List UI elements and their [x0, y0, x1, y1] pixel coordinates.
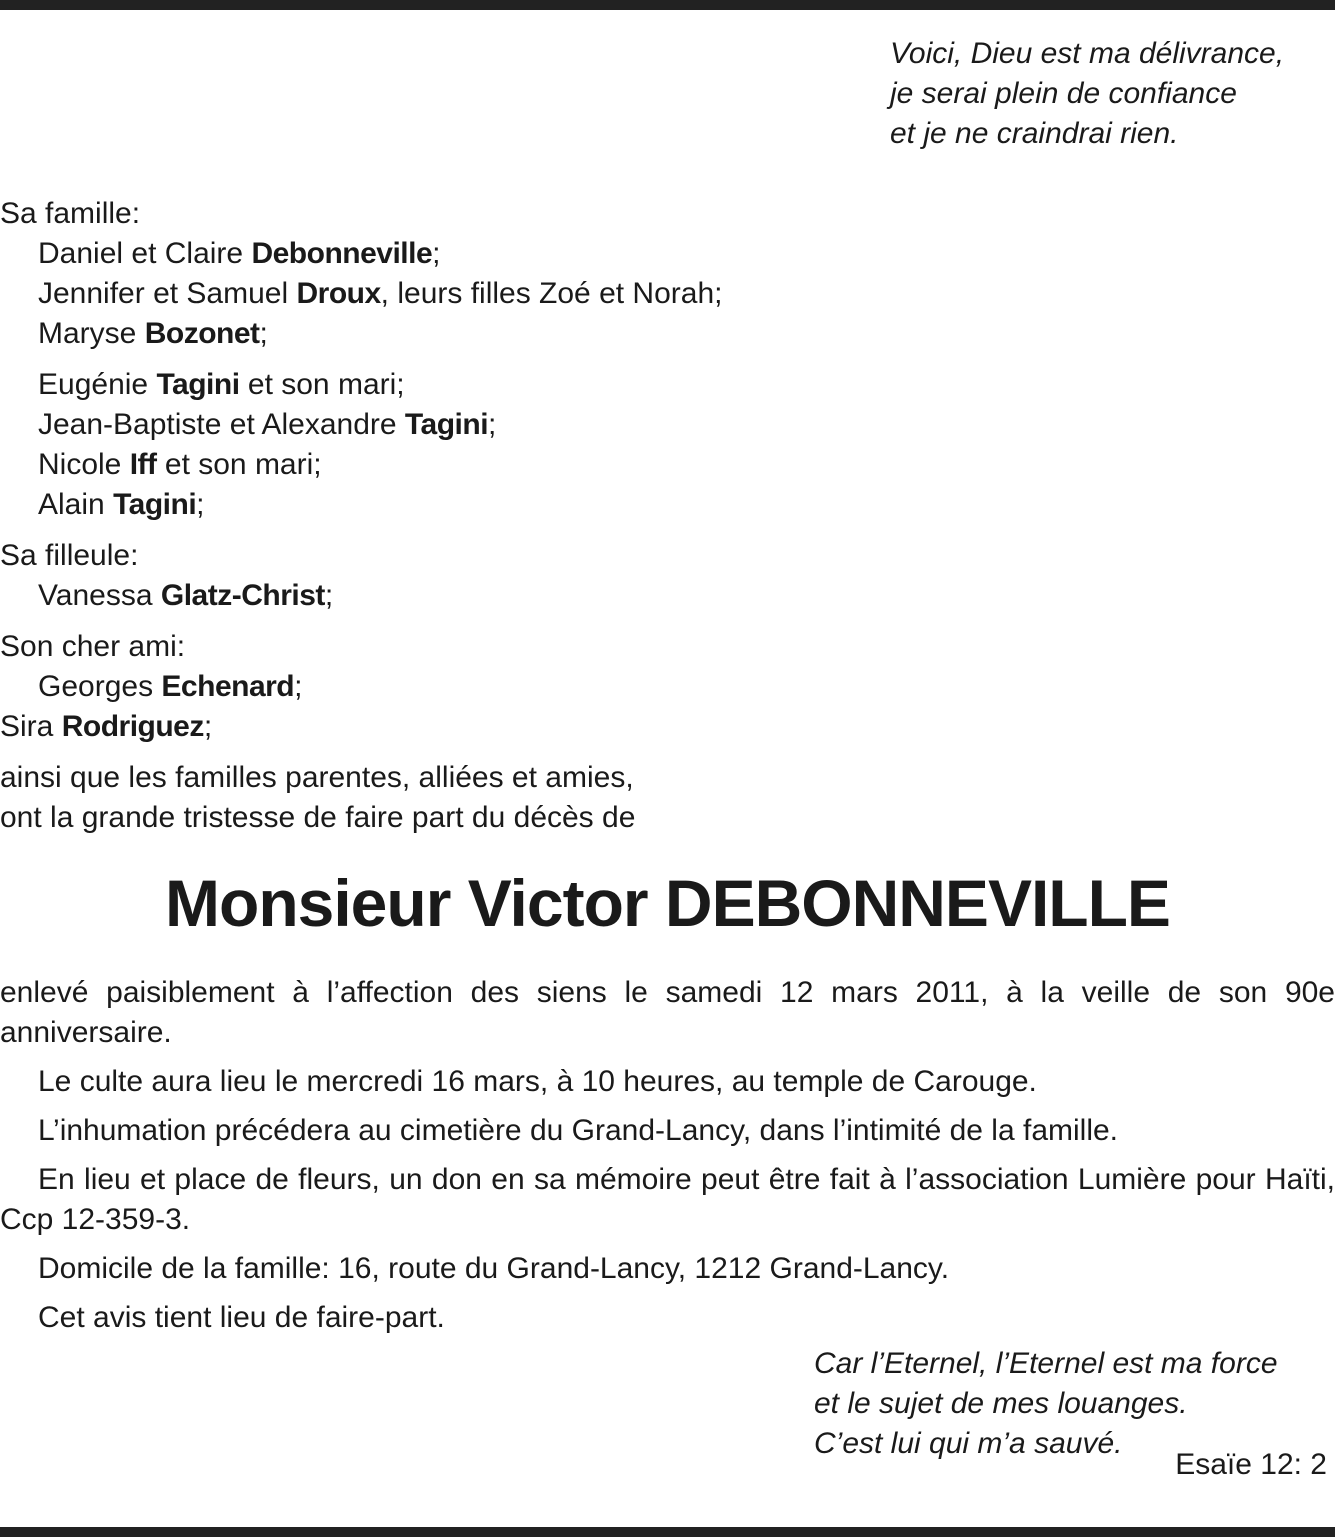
family-member — [0, 314, 1335, 354]
friend-suffix: ; — [294, 670, 303, 703]
verse-line: C’est lui qui m’a sauvé. — [814, 1427, 1123, 1460]
member-suffix: et son mari; — [156, 448, 322, 481]
member-given-names: Daniel et Claire — [38, 237, 244, 270]
family-member — [0, 445, 1335, 485]
goddaughter-heading: Sa filleule: — [0, 539, 139, 572]
verse-line: Voici, Dieu est ma délivrance, — [890, 37, 1285, 70]
member-suffix: ; — [488, 408, 497, 441]
deceased-name: Monsieur Victor DEBONNEVILLE — [165, 866, 1170, 940]
member-surname: Tagini — [404, 408, 489, 441]
friend-entry — [0, 667, 1335, 707]
family-member — [0, 365, 1335, 405]
member-suffix: ; — [432, 237, 441, 270]
member-surname: Debonneville — [251, 237, 433, 270]
verse-reference: Esaïe 12: 2 — [1175, 1448, 1327, 1481]
other-given-name: Sira — [0, 710, 54, 743]
notice-paragraph: Cet avis tient lieu de faire-part. — [38, 1301, 445, 1334]
member-suffix: ; — [259, 317, 268, 350]
member-given-names: Jean-Baptiste et Alexandre — [38, 408, 397, 441]
top-border-rule — [0, 0, 1335, 10]
member-given-names: Nicole — [38, 448, 122, 481]
goddaughter-suffix: ; — [324, 579, 334, 612]
family-member — [0, 274, 1335, 314]
member-suffix: ; — [196, 488, 205, 521]
member-given-names: Alain — [38, 488, 105, 521]
member-surname: Droux — [296, 277, 381, 310]
verse-line: et le sujet de mes louanges. — [814, 1387, 1188, 1420]
member-suffix: , leurs filles Zoé et Norah; — [380, 277, 723, 310]
verse-line: Car l’Eternel, l’Eternel est ma force — [814, 1347, 1278, 1380]
goddaughter-entry — [0, 576, 1335, 616]
friend-given-name: Georges — [38, 670, 154, 703]
bottom-border-rule — [0, 1527, 1335, 1537]
member-given-names: Eugénie — [38, 368, 149, 401]
intro-line: ainsi que les familles parentes, alliées et amies, — [0, 761, 634, 794]
friend-surname: Echenard — [161, 670, 295, 703]
donation-paragraph: En lieu et place de fleurs, un don en sa mémoire peut être fait à l’association Lumière pour Haïti, Ccp 12-359-3. — [0, 1163, 1335, 1236]
family-member — [0, 405, 1335, 445]
verse-line: je serai plein de confiance — [890, 77, 1237, 110]
obituary-body — [0, 194, 1335, 1338]
member-given-names: Jennifer et Samuel — [38, 277, 289, 310]
other-surname: Rodriguez — [61, 710, 204, 743]
intro-line: ont la grande tristesse de faire part du décès de — [0, 801, 636, 834]
verse-line: et je ne craindrai rien. — [890, 117, 1179, 150]
goddaughter-surname: Glatz-Christ — [160, 579, 325, 612]
member-surname: Iff — [129, 448, 157, 481]
passing-paragraph: enlevé paisiblement à l’affection des siens le samedi 12 mars 2011, à la veille de son 90e anniversaire. — [0, 976, 1335, 1049]
family-member — [0, 485, 1335, 525]
other-entry — [0, 707, 1335, 747]
member-given-names: Maryse — [38, 317, 137, 350]
service-paragraph: Le culte aura lieu le mercredi 16 mars, à 10 heures, au temple de Carouge. — [38, 1065, 1037, 1098]
opening-verse — [890, 34, 1284, 154]
member-suffix: et son mari; — [239, 368, 405, 401]
member-surname: Tagini — [156, 368, 240, 401]
other-suffix: ; — [203, 710, 213, 743]
friend-heading: Son cher ami: — [0, 630, 186, 663]
member-surname: Bozonet — [144, 317, 260, 350]
goddaughter-given-name: Vanessa — [38, 579, 153, 612]
member-surname: Tagini — [113, 488, 197, 521]
burial-paragraph: L’inhumation précédera au cimetière du Grand-Lancy, dans l’intimité de la famille. — [38, 1114, 1119, 1147]
family-member — [0, 234, 1335, 274]
domicile-paragraph: Domicile de la famille: 16, route du Grand-Lancy, 1212 Grand-Lancy. — [38, 1252, 950, 1285]
family-heading: Sa famille: — [0, 197, 141, 230]
